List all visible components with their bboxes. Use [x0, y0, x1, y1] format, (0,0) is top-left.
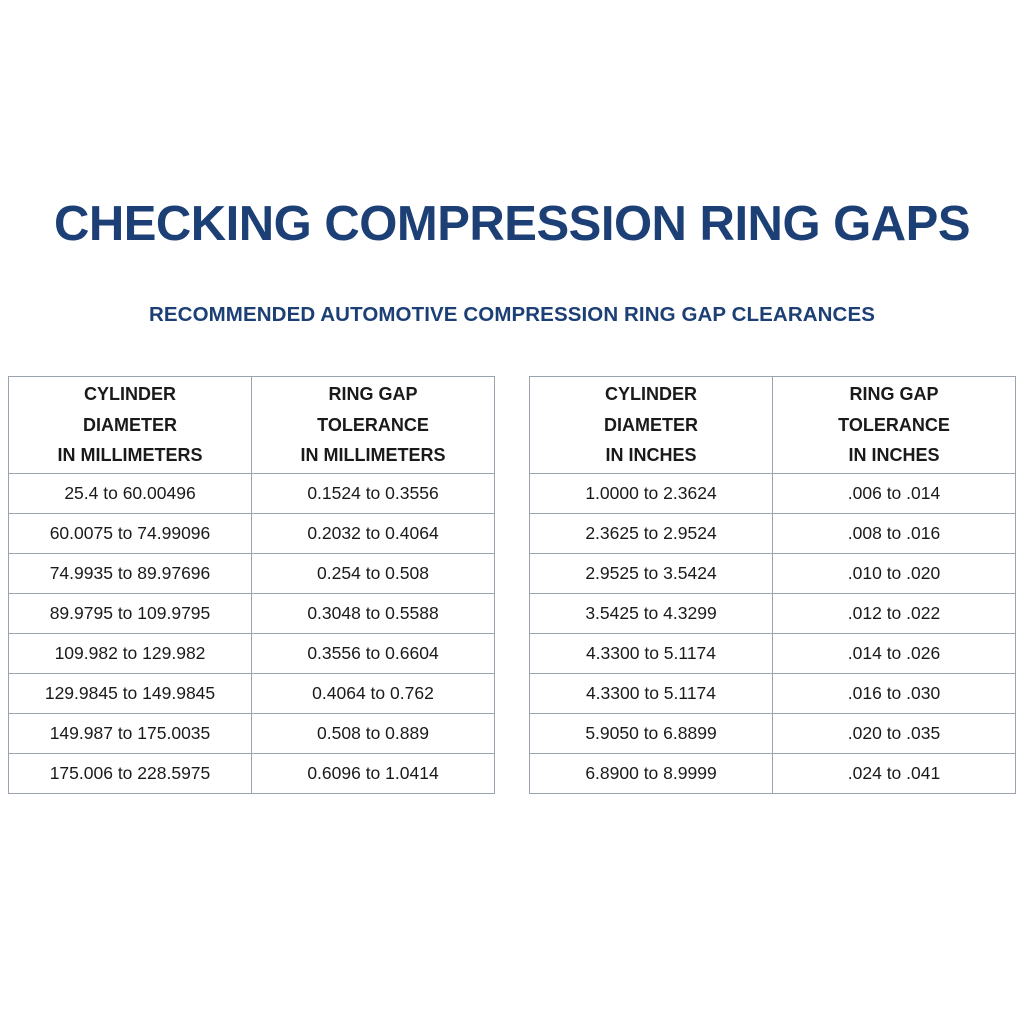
- cell-tolerance: 0.4064 to 0.762: [252, 674, 495, 714]
- header-line-1: RING GAP: [328, 383, 418, 404]
- column-header-cylinder-diameter-in: [530, 377, 773, 474]
- table-row: [530, 754, 1016, 794]
- metric-ring-gap-table: [8, 376, 495, 794]
- table-row: [9, 474, 495, 514]
- header-line-1: CYLINDER: [604, 383, 697, 404]
- table-row: [9, 674, 495, 714]
- cell-diameter: 109.982 to 129.982: [9, 634, 252, 674]
- page-title: CHECKING COMPRESSION RING GAPS: [53, 197, 971, 251]
- table-row: [9, 754, 495, 794]
- table-header-row: [9, 377, 495, 474]
- table-row: [530, 554, 1016, 594]
- table-row: [9, 514, 495, 554]
- cell-tolerance: 0.2032 to 0.4064: [252, 514, 495, 554]
- table-row: [530, 634, 1016, 674]
- cell-diameter: 74.9935 to 89.97696: [9, 554, 252, 594]
- tables-container: [0, 376, 1024, 794]
- table-row: [9, 634, 495, 674]
- header-line-2: DIAMETER: [604, 414, 698, 435]
- header-line-2: TOLERANCE: [317, 414, 429, 435]
- column-header-ring-gap-tolerance-mm: [252, 377, 495, 474]
- cell-diameter: 1.0000 to 2.3624: [530, 474, 773, 514]
- cell-diameter: 129.9845 to 149.9845: [9, 674, 252, 714]
- cell-tolerance: .020 to .035: [773, 714, 1016, 754]
- header-line-2: DIAMETER: [83, 414, 177, 435]
- cell-tolerance: 0.6096 to 1.0414: [252, 754, 495, 794]
- cell-diameter: 5.9050 to 6.8899: [530, 714, 773, 754]
- table-row: [530, 674, 1016, 714]
- column-header-cylinder-diameter-mm: [9, 377, 252, 474]
- cell-diameter: 4.3300 to 5.1174: [530, 634, 773, 674]
- imperial-ring-gap-table: [529, 376, 1016, 794]
- cell-diameter: 175.006 to 228.5975: [9, 754, 252, 794]
- header-line-1: RING GAP: [849, 383, 939, 404]
- cell-diameter: 60.0075 to 74.99096: [9, 514, 252, 554]
- table-row: [530, 714, 1016, 754]
- header-line-1: CYLINDER: [83, 383, 176, 404]
- header-line-2: TOLERANCE: [838, 414, 950, 435]
- cell-diameter: 149.987 to 175.0035: [9, 714, 252, 754]
- header-line-3: IN MILLIMETERS: [57, 445, 203, 466]
- cell-tolerance: 0.254 to 0.508: [252, 554, 495, 594]
- cell-tolerance: .012 to .022: [773, 594, 1016, 634]
- table-row: [530, 594, 1016, 634]
- cell-diameter: 4.3300 to 5.1174: [530, 674, 773, 714]
- cell-diameter: 25.4 to 60.00496: [9, 474, 252, 514]
- cell-diameter: 2.9525 to 3.5424: [530, 554, 773, 594]
- cell-tolerance: 0.3556 to 0.6604: [252, 634, 495, 674]
- cell-tolerance: .010 to .020: [773, 554, 1016, 594]
- cell-tolerance: 0.508 to 0.889: [252, 714, 495, 754]
- cell-tolerance: .016 to .030: [773, 674, 1016, 714]
- column-header-ring-gap-tolerance-in: [773, 377, 1016, 474]
- cell-diameter: 2.3625 to 2.9524: [530, 514, 773, 554]
- table-row: [530, 514, 1016, 554]
- page-subtitle: RECOMMENDED AUTOMOTIVE COMPRESSION RING GAP CLEARANCES: [149, 303, 875, 326]
- cell-diameter: 3.5425 to 4.3299: [530, 594, 773, 634]
- cell-tolerance: .008 to .016: [773, 514, 1016, 554]
- cell-tolerance: .014 to .026: [773, 634, 1016, 674]
- header-line-3: IN MILLIMETERS: [300, 445, 446, 466]
- cell-tolerance: .024 to .041: [773, 754, 1016, 794]
- cell-diameter: 6.8900 to 8.9999: [530, 754, 773, 794]
- table-row: [530, 474, 1016, 514]
- header-line-3: IN INCHES: [848, 445, 940, 466]
- cell-tolerance: .006 to .014: [773, 474, 1016, 514]
- table-row: [9, 554, 495, 594]
- table-row: [9, 714, 495, 754]
- table-row: [9, 594, 495, 634]
- table-header-row: [530, 377, 1016, 474]
- cell-diameter: 89.9795 to 109.9795: [9, 594, 252, 634]
- cell-tolerance: 0.1524 to 0.3556: [252, 474, 495, 514]
- header-line-3: IN INCHES: [605, 445, 697, 466]
- cell-tolerance: 0.3048 to 0.5588: [252, 594, 495, 634]
